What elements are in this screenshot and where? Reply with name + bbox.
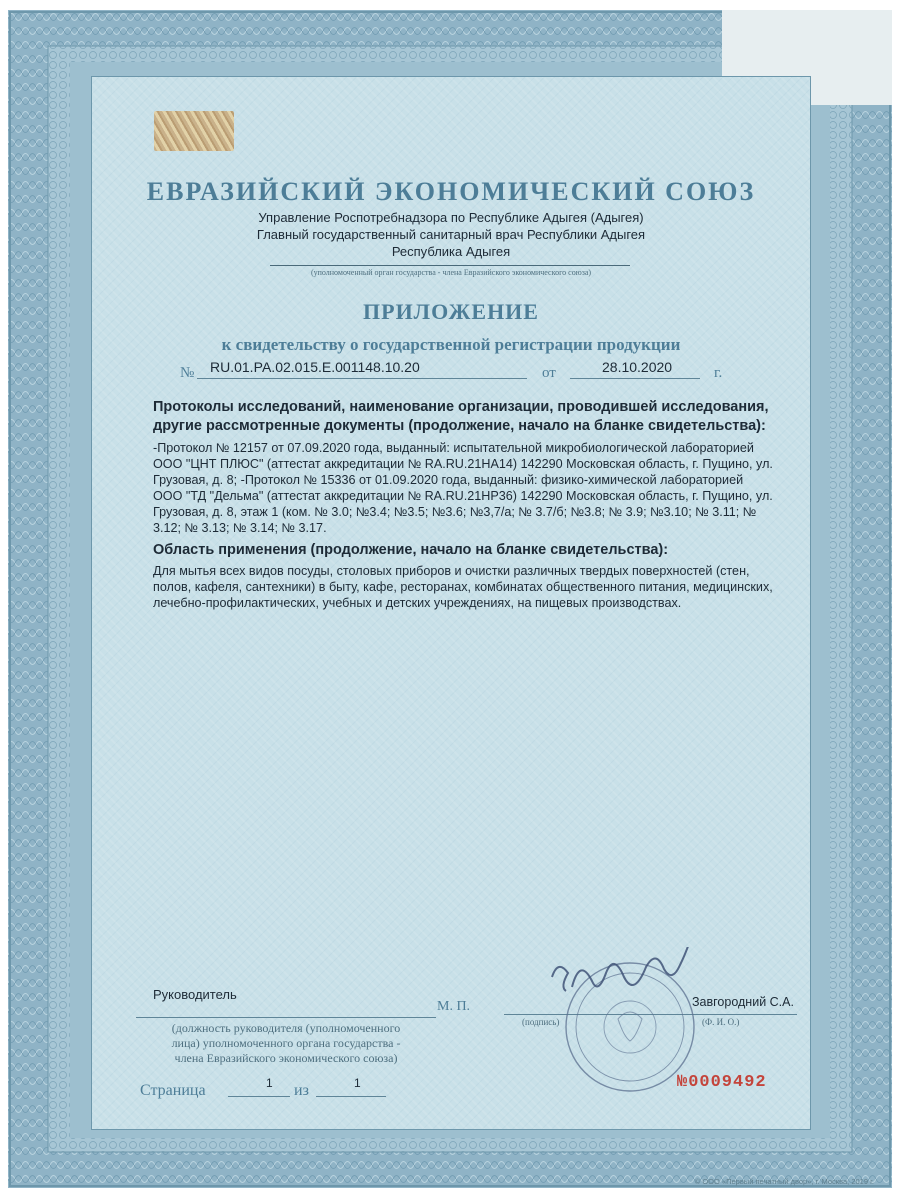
scope-line: лечебно-профилактических, учебных и детских учреждениях, на пищевых производствах. (153, 596, 682, 610)
stamp-place-label: М. П. (437, 999, 471, 1014)
number-underline (197, 378, 527, 379)
date-label: от (542, 365, 556, 381)
annex-title: ПРИЛОЖЕНИЕ (363, 299, 539, 324)
authority-line-3: Республика Адыгея (391, 244, 511, 259)
serial-number: №0009492 (677, 1073, 767, 1092)
protocols-heading-line-2: другие рассмотренные документы (продолжение, начало на бланке свидетельства): (153, 418, 766, 434)
authority-line-2: Главный государственный санитарный врач Республики Адыгея (256, 227, 646, 242)
page-total-underline (316, 1096, 386, 1097)
signer-name: Завгородний С.А. (692, 995, 794, 1009)
certificate-number: RU.01.РА.02.015.Е.001148.10.20 (210, 359, 420, 375)
document-body (91, 76, 811, 1130)
protocols-heading-line-1: Протоколы исследований, наименование организации, проводившей исследования, (153, 399, 769, 415)
year-suffix: г. (714, 365, 723, 381)
scope-line: Для мытья всех видов посуды, столовых приборов и очистки различных твердых поверхностей (стен, (153, 564, 750, 578)
authority-caption: (уполномоченный орган государства - члена Евразийского экономического союза) (310, 268, 592, 277)
page-total: 1 (354, 1076, 361, 1090)
page-label: Страница (140, 1082, 206, 1099)
protocols-line: ООО "ТД "Дельма" (аттестат аккредитации № RA.RU.21НР36) 142290 Московская область, г. Пущино, ул. (153, 489, 773, 503)
org-title: ЕВРАЗИЙСКИЙ ЭКОНОМИЧЕСКИЙ СОЮЗ (146, 177, 756, 206)
certificate-date: 28.10.2020 (602, 359, 673, 375)
page-number: 1 (266, 1076, 273, 1090)
signature-caption: (подпись) (522, 1017, 560, 1027)
date-underline (570, 378, 700, 379)
annex-subtitle: к свидетельству о государственной регистрации продукции (221, 335, 681, 354)
position-caption-line: члена Евразийского экономического союза) (174, 1051, 398, 1065)
protocols-line: Грузовая, д. 8; -Протокол № 15336 от 01.09.2020 года, выданный: физико-химической лабораторией (153, 473, 744, 487)
position-caption (136, 1021, 436, 1066)
page-number-underline (228, 1096, 290, 1097)
protocols-line: -Протокол № 12157 от 07.09.2020 года, выданный: испытательной микробиологической лабораторией (153, 441, 754, 455)
position-caption-line: лица) уполномоченного органа государства - (171, 1036, 401, 1050)
scope-heading: Область применения (продолжение, начало на бланке свидетельства): (153, 542, 669, 558)
printer-imprint: © ООО «Первый печатный двор», г. Москва, 2019 г. (694, 1177, 874, 1186)
position-underline (136, 1017, 436, 1018)
authority-underline (270, 265, 630, 266)
protocols-body (153, 440, 813, 536)
number-label: № (180, 365, 195, 381)
protocols-line: Грузовая, д. 8, этаж 1 (ком. № 3.0; №3.4; №3.5; №3.6; №3,7/а; № 3.7/б; №3.8; № 3.9; №3.10; № 3.11; № (153, 505, 757, 519)
name-caption: (Ф. И. О.) (702, 1017, 740, 1027)
position-value: Руководитель (153, 987, 237, 1002)
certificate-frame (8, 10, 892, 1188)
scope-line: полов, кафеля, сантехники) в быту, кафе, ресторанах, комбинатах общественного питания, медицинских, (153, 580, 773, 594)
page-of-label: из (294, 1082, 309, 1099)
position-caption-line: (должность руководителя (уполномоченного (171, 1021, 401, 1035)
authority-line-1: Управление Роспотребнадзора по Республике Адыгея (Адыгея) (258, 210, 644, 225)
protocols-line: 3.12; № 3.13; № 3.14; № 3.17. (153, 521, 327, 535)
hologram-sticker (154, 111, 234, 151)
protocols-line: ООО "ЦНТ ПЛЮС" (аттестат аккредитации № RA.RU.21НА14) 142290 Московская область, г. Пущино, ул. (153, 457, 773, 471)
scope-body (153, 563, 823, 611)
